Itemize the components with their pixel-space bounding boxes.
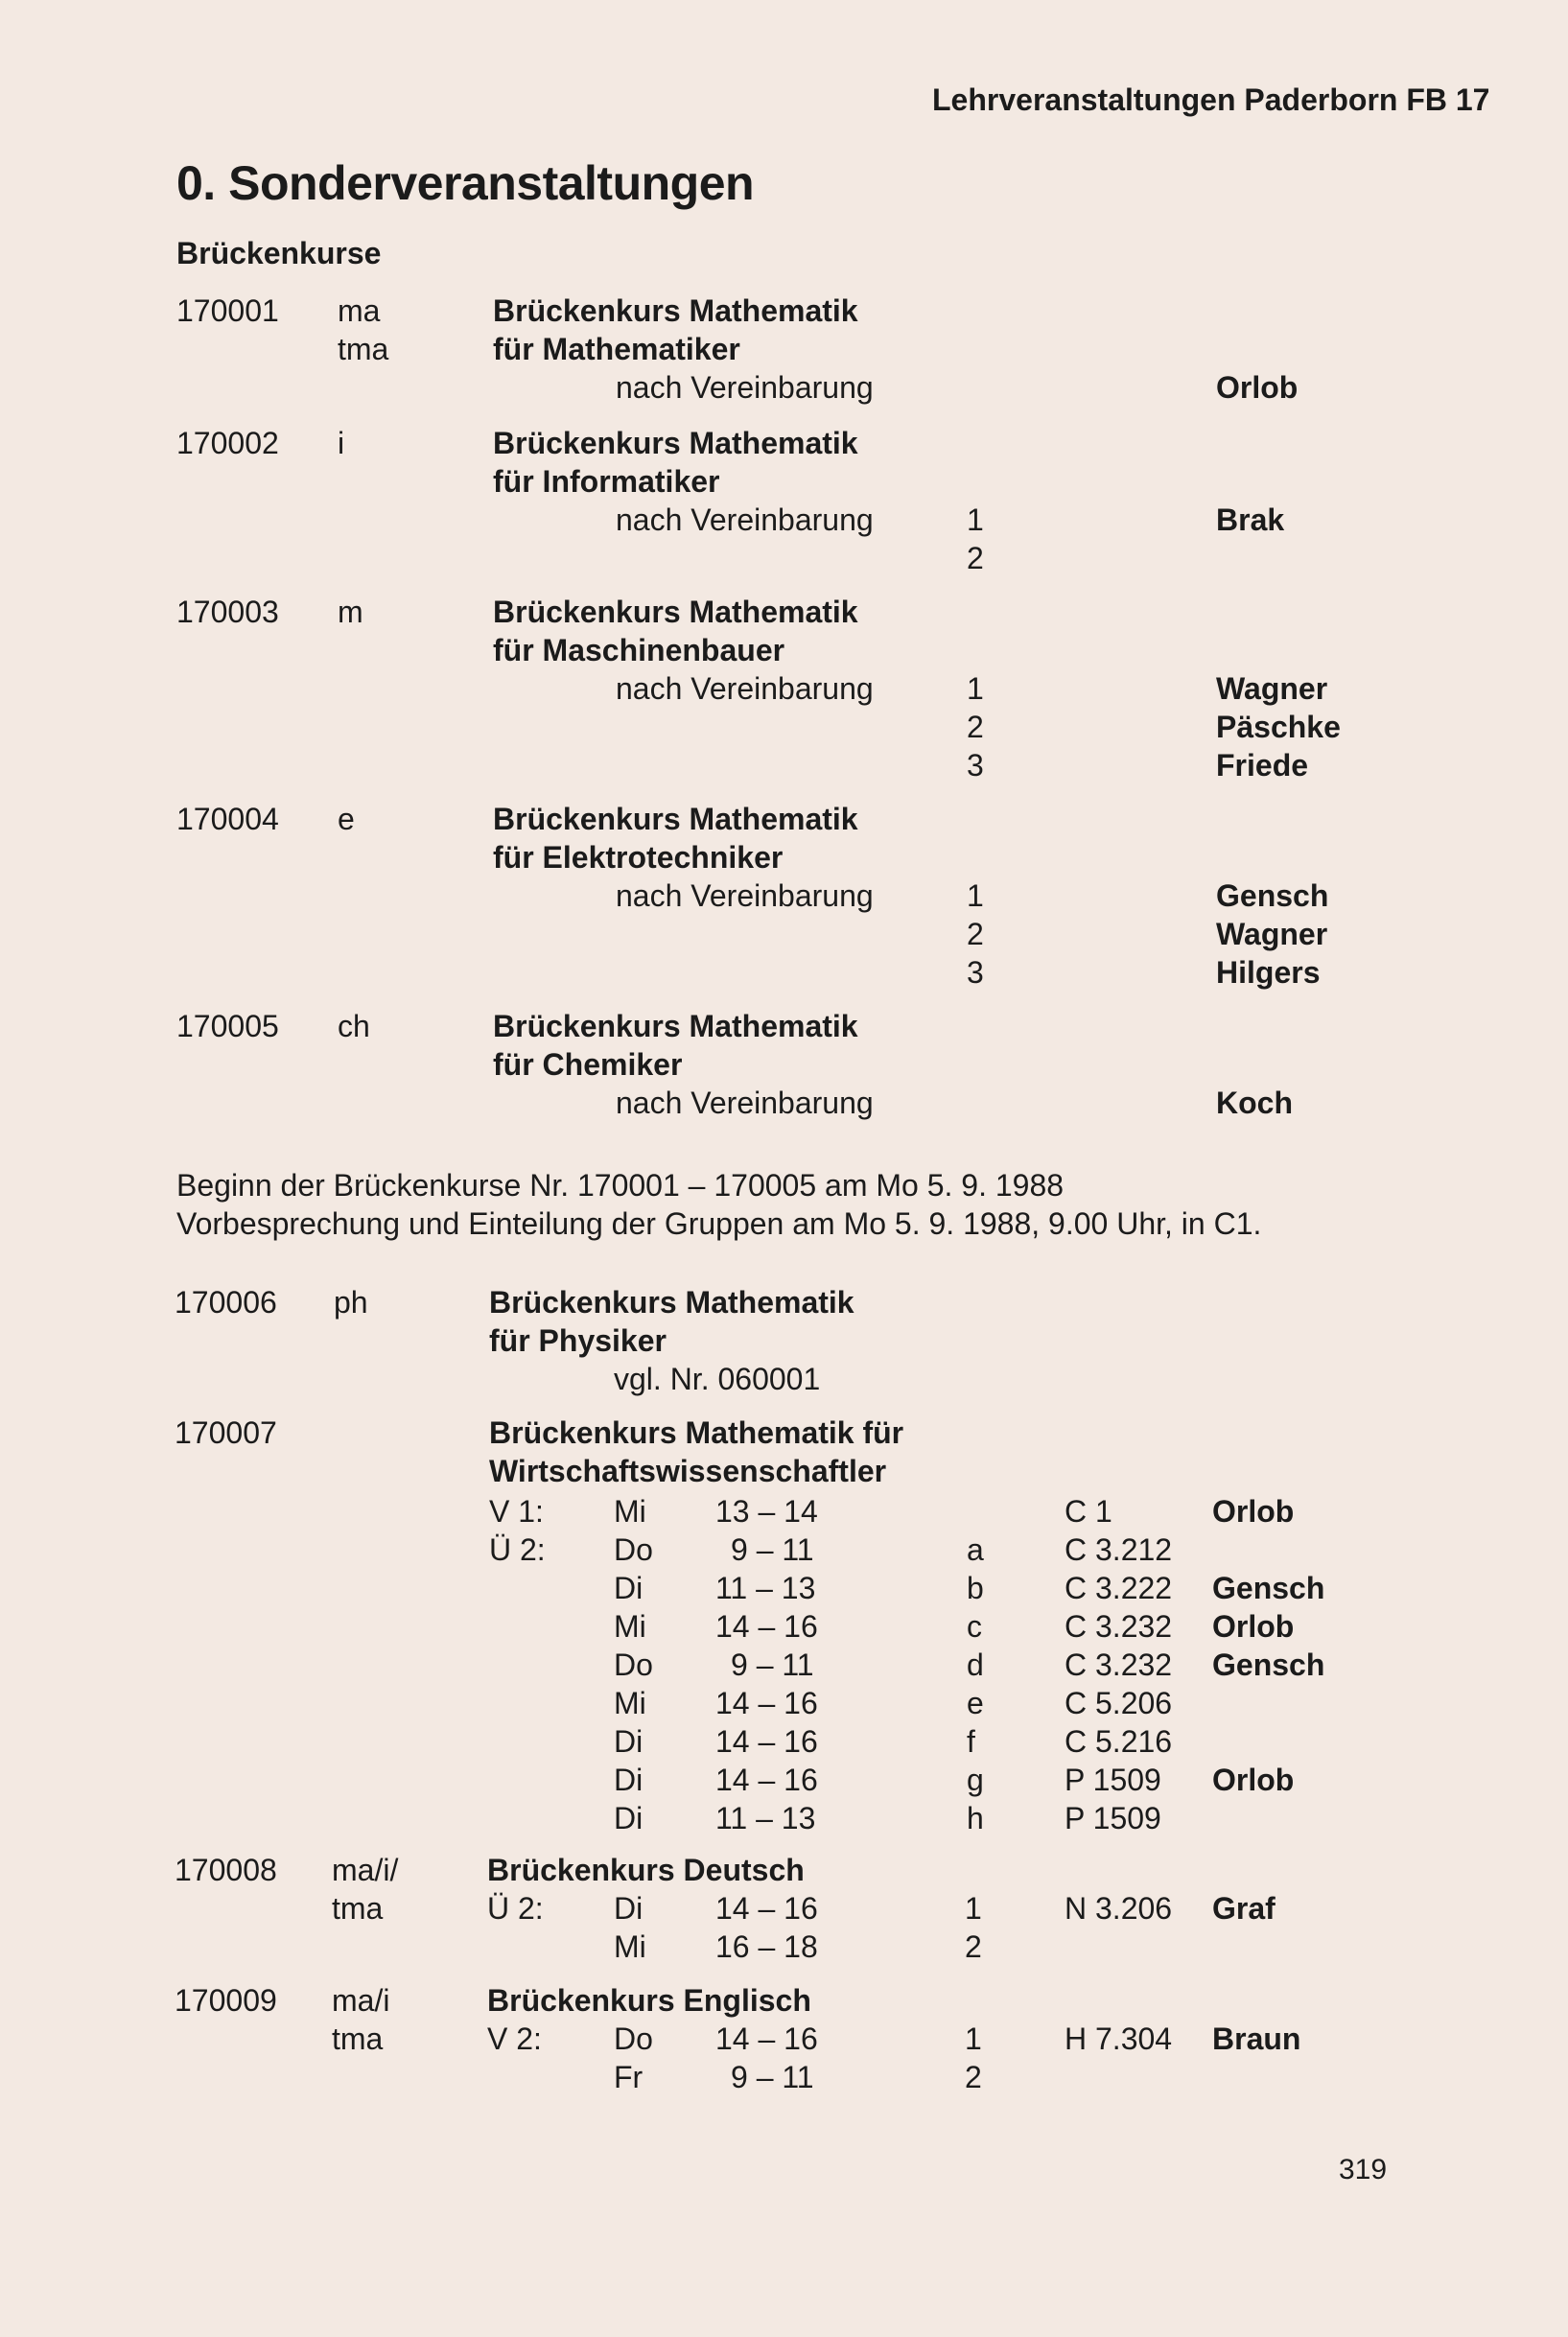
- note-line: Beginn der Brückenkurse Nr. 170001 – 170005 am Mo 5. 9. 1988: [176, 1168, 1065, 1203]
- course-code: ma/i: [332, 1983, 390, 2018]
- course-instructor: Wagner: [1216, 917, 1328, 951]
- course-instructor: Friede: [1216, 748, 1309, 783]
- course-number: 170004: [176, 802, 279, 836]
- course-title: für Elektrotechniker: [493, 840, 784, 875]
- course-title: Brückenkurs Mathematik: [493, 802, 858, 836]
- session-group: d: [967, 1648, 984, 1682]
- course-time: nach Vereinbarung: [616, 671, 874, 706]
- session-type: Ü 2:: [489, 1532, 546, 1567]
- course-code: e: [338, 802, 355, 836]
- session-room: P 1509: [1065, 1763, 1161, 1797]
- session-group: c: [967, 1609, 982, 1644]
- course-title: Brückenkurs Mathematik: [493, 293, 858, 328]
- session-room: C 3.212: [1065, 1532, 1173, 1567]
- session-day: Do: [614, 2022, 653, 2056]
- session-room: C 5.206: [1065, 1686, 1173, 1720]
- course-title: Brückenkurs Mathematik: [489, 1285, 854, 1320]
- course-group: 3: [967, 748, 984, 783]
- session-type: V 1:: [489, 1494, 544, 1529]
- course-title: Brückenkurs Englisch: [487, 1983, 811, 2018]
- course-number: 170005: [176, 1009, 279, 1043]
- session-room: C 5.216: [1065, 1724, 1173, 1759]
- session-day: Mi: [614, 1609, 646, 1644]
- course-group: 1: [967, 671, 984, 706]
- session-day: Mi: [614, 1494, 646, 1529]
- course-group: 1: [967, 502, 984, 537]
- course-code: tma: [332, 2022, 384, 2056]
- session-day: Di: [614, 1801, 644, 1835]
- session-day: Di: [614, 1724, 644, 1759]
- course-instructor: Gensch: [1216, 878, 1329, 913]
- session-group: 1: [965, 2022, 982, 2056]
- session-time: 14 – 16: [715, 1609, 818, 1644]
- course-title: Brückenkurs Mathematik: [493, 595, 858, 629]
- course-number: 170002: [176, 426, 279, 460]
- course-title: Brückenkurs Deutsch: [487, 1853, 805, 1887]
- course-code: ch: [338, 1009, 370, 1043]
- course-instructor: Päschke: [1216, 710, 1341, 744]
- session-day: Mi: [614, 1929, 646, 1964]
- course-code: tma: [332, 1891, 384, 1926]
- course-time: nach Vereinbarung: [616, 1086, 874, 1120]
- course-title: für Chemiker: [493, 1047, 683, 1082]
- session-group: 1: [965, 1891, 982, 1926]
- course-number: 170006: [175, 1285, 277, 1320]
- course-title: für Mathematiker: [493, 332, 740, 366]
- session-instructor: Orlob: [1212, 1494, 1295, 1529]
- session-time: 14 – 16: [715, 1686, 818, 1720]
- course-group: 1: [967, 878, 984, 913]
- session-day: Do: [614, 1532, 653, 1567]
- course-number: 170001: [176, 293, 279, 328]
- session-type: Ü 2:: [487, 1891, 544, 1926]
- course-code: i: [338, 426, 345, 460]
- course-time: nach Vereinbarung: [616, 370, 874, 405]
- session-time: 14 – 16: [715, 1724, 818, 1759]
- session-room: H 7.304: [1065, 2022, 1173, 2056]
- course-code: ma: [338, 293, 381, 328]
- session-day: Di: [614, 1571, 644, 1605]
- course-code: tma: [338, 332, 389, 366]
- session-room: C 3.232: [1065, 1648, 1173, 1682]
- session-day: Do: [614, 1648, 653, 1682]
- session-time: 13 – 14: [715, 1494, 818, 1529]
- course-title: für Physiker: [489, 1323, 667, 1358]
- session-group: g: [967, 1763, 984, 1797]
- session-type: V 2:: [487, 2022, 542, 2056]
- session-group: b: [967, 1571, 984, 1605]
- session-instructor: Orlob: [1212, 1609, 1295, 1644]
- note-line: Vorbesprechung und Einteilung der Gruppen am Mo 5. 9. 1988, 9.00 Uhr, in C1.: [176, 1206, 1262, 1241]
- course-instructor: Koch: [1216, 1086, 1293, 1120]
- session-time: 9 – 11: [731, 1648, 814, 1682]
- running-header: Lehrveranstaltungen Paderborn FB 17: [932, 82, 1490, 117]
- session-day: Di: [614, 1763, 644, 1797]
- course-group: 3: [967, 955, 984, 990]
- session-time: 16 – 18: [715, 1929, 818, 1964]
- session-room: P 1509: [1065, 1801, 1161, 1835]
- session-time: 14 – 16: [715, 1763, 818, 1797]
- session-room: C 1: [1065, 1494, 1112, 1529]
- course-group: 2: [967, 917, 984, 951]
- session-time: 11 – 13: [715, 1571, 816, 1605]
- session-group: a: [967, 1532, 984, 1567]
- session-group: e: [967, 1686, 984, 1720]
- course-time: nach Vereinbarung: [616, 502, 874, 537]
- course-number: 170008: [175, 1853, 277, 1887]
- session-time: 9 – 11: [731, 2060, 814, 2094]
- course-instructor: Brak: [1216, 502, 1285, 537]
- session-time: 9 – 11: [731, 1532, 814, 1567]
- course-time: nach Vereinbarung: [616, 878, 874, 913]
- course-number: 170009: [175, 1983, 277, 2018]
- subsection-title: Brückenkurse: [176, 236, 382, 270]
- course-code: ma/i/: [332, 1853, 399, 1887]
- course-number: 170007: [175, 1415, 277, 1450]
- page-number: 319: [1339, 2154, 1388, 2185]
- course-code: ph: [334, 1285, 368, 1320]
- course-instructor: Wagner: [1216, 671, 1328, 706]
- session-group: h: [967, 1801, 984, 1835]
- session-time: 14 – 16: [715, 2022, 818, 2056]
- session-room: N 3.206: [1065, 1891, 1173, 1926]
- session-group: 2: [965, 1929, 982, 1964]
- course-title: für Maschinenbauer: [493, 633, 785, 667]
- session-instructor: Gensch: [1212, 1648, 1325, 1682]
- course-title: für Informatiker: [493, 464, 720, 499]
- section-title: 0. Sonderveranstaltungen: [176, 156, 755, 210]
- session-time: 14 – 16: [715, 1891, 818, 1926]
- session-room: C 3.232: [1065, 1609, 1173, 1644]
- course-title: Brückenkurs Mathematik: [493, 1009, 858, 1043]
- session-group: 2: [965, 2060, 982, 2094]
- course-title: Brückenkurs Mathematik für: [489, 1415, 904, 1450]
- course-reference: vgl. Nr. 060001: [614, 1362, 821, 1396]
- course-instructor: Orlob: [1216, 370, 1299, 405]
- session-instructor: Graf: [1212, 1891, 1275, 1926]
- session-day: Di: [614, 1891, 644, 1926]
- session-instructor: Gensch: [1212, 1571, 1325, 1605]
- course-group: 2: [967, 710, 984, 744]
- course-instructor: Hilgers: [1216, 955, 1321, 990]
- course-title: Wirtschaftswissenschaftler: [489, 1454, 887, 1488]
- session-instructor: Braun: [1212, 2022, 1301, 2056]
- session-day: Mi: [614, 1686, 646, 1720]
- session-time: 11 – 13: [715, 1801, 816, 1835]
- course-code: m: [338, 595, 363, 629]
- course-title: Brückenkurs Mathematik: [493, 426, 858, 460]
- course-group: 2: [967, 541, 984, 575]
- session-room: C 3.222: [1065, 1571, 1173, 1605]
- course-number: 170003: [176, 595, 279, 629]
- session-instructor: Orlob: [1212, 1763, 1295, 1797]
- session-day: Fr: [614, 2060, 644, 2094]
- session-group: f: [967, 1724, 975, 1759]
